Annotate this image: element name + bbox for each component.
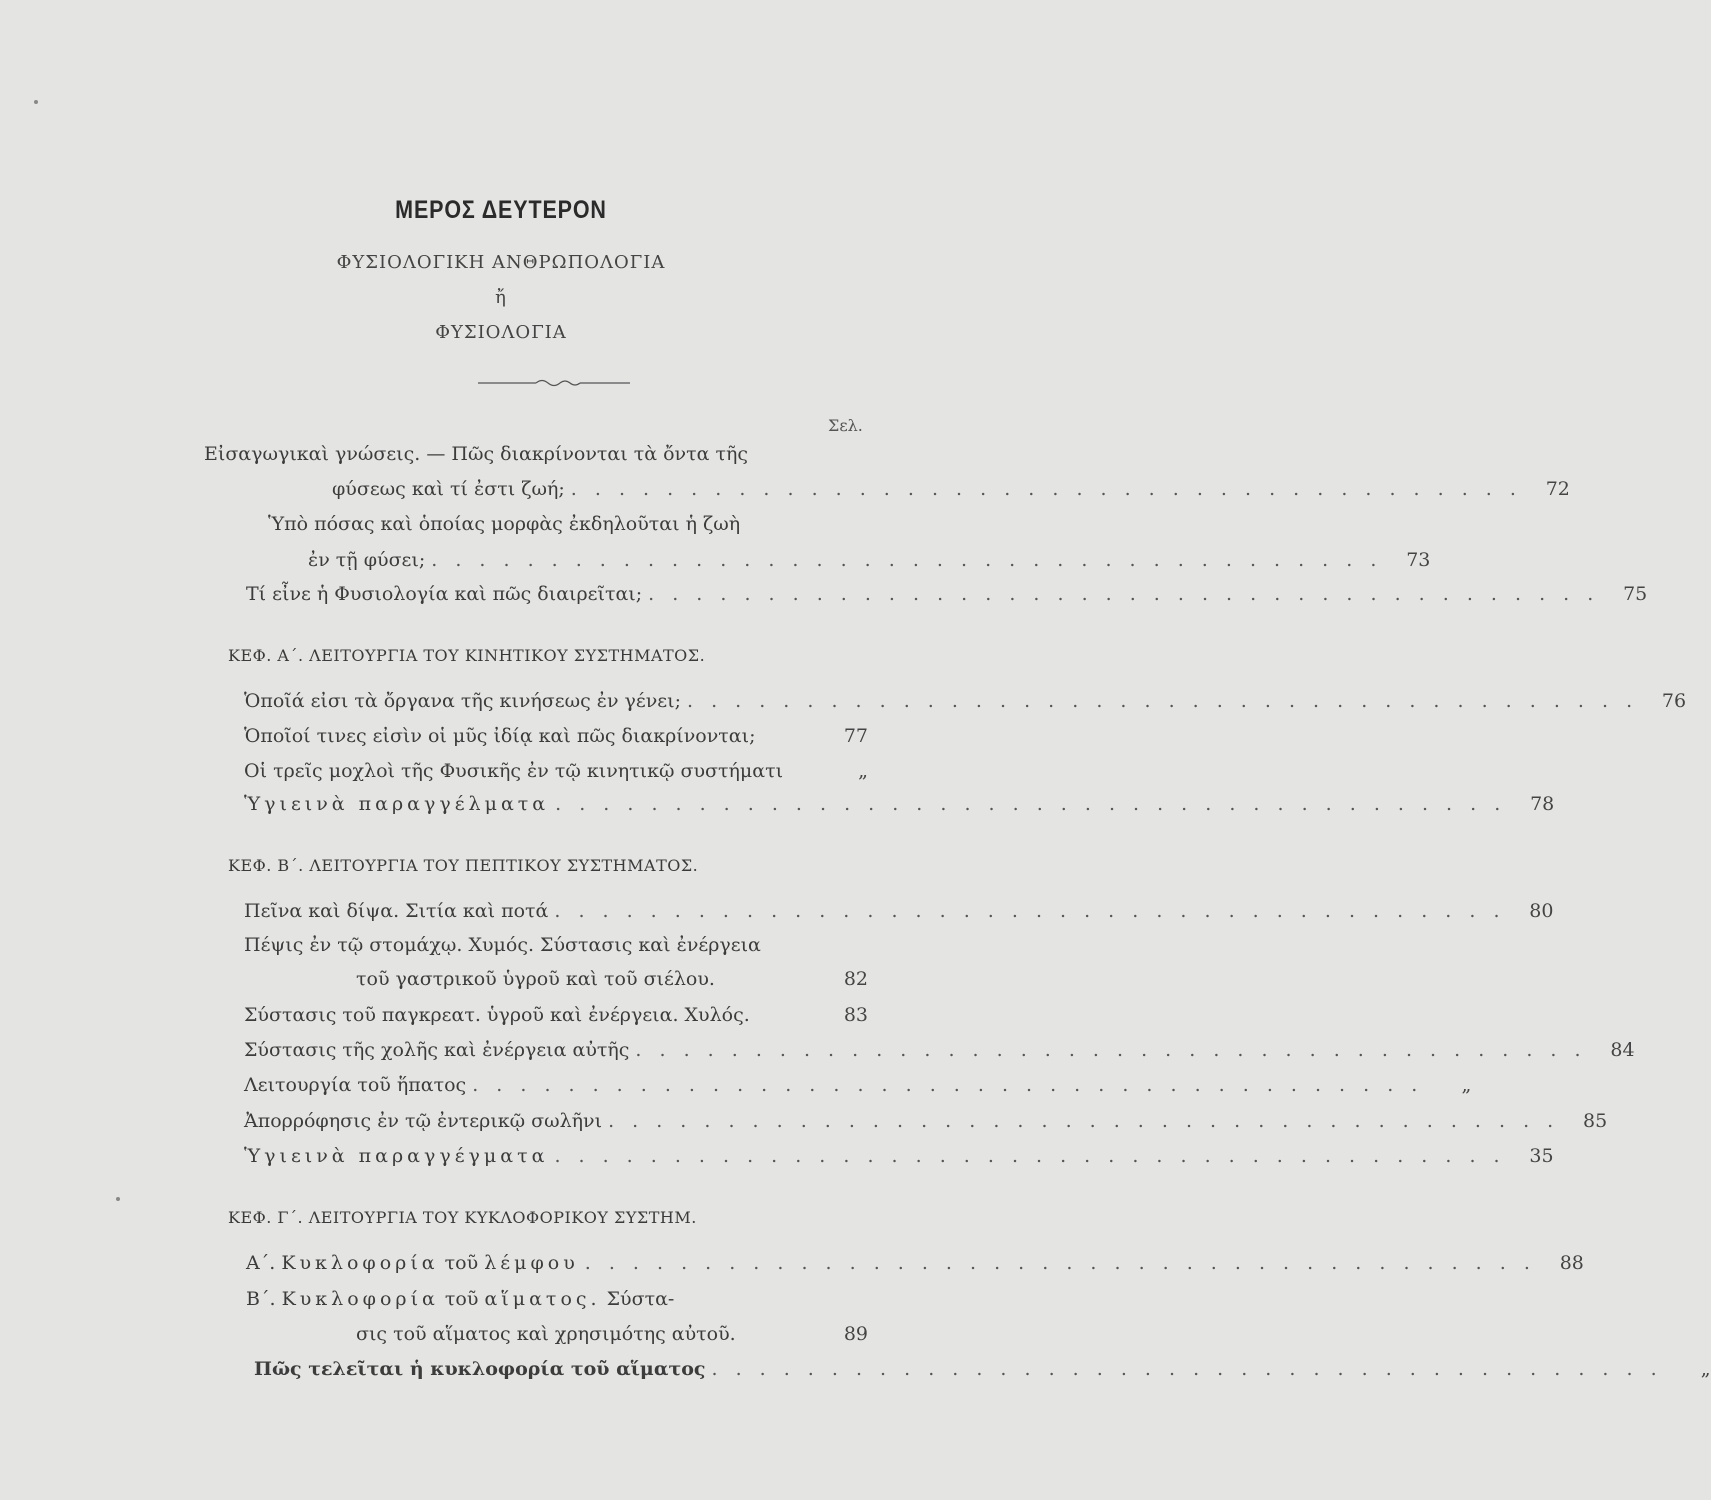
entry-spaced-word: Κυκλοφορία bbox=[281, 1252, 439, 1274]
page-number: 75 bbox=[1623, 583, 1648, 605]
entry-text: Ὑγιεινὰ παραγγέγματα bbox=[244, 1145, 549, 1167]
chapter-b-entry-7 bbox=[244, 1145, 1554, 1167]
chapter-b-entry-5 bbox=[244, 1074, 1472, 1096]
chapter-b-entry-4 bbox=[244, 1039, 1635, 1061]
entry-text: Πῶς τελεῖται ἡ κυκλοφορία τοῦ αἵματος bbox=[254, 1358, 706, 1380]
page-number: 83 bbox=[843, 1004, 868, 1026]
subtitle-or: ἤ bbox=[495, 287, 507, 308]
entry-text bbox=[246, 1252, 579, 1274]
entry-mid-word: τοῦ bbox=[444, 1288, 479, 1310]
entry-text: Σύστασις τῆς χολῆς καὶ ἐνέργεια αὐτῆς bbox=[244, 1039, 630, 1061]
entry-spaced-word: αἵματος. bbox=[484, 1288, 601, 1310]
intro-entry-2-line-1: Ὑπὸ πόσας καὶ ὁποίας μορφὰς ἐκδηλοῦται ἡ ζωὴ bbox=[268, 513, 741, 535]
chapter-c-entry-1 bbox=[246, 1252, 1584, 1274]
entry-text: Ἀπορρόφησις ἐν τῷ ἐντερικῷ σωλῆνι bbox=[244, 1110, 603, 1132]
leader-dots: . . . . . . . . . . . . . . . . . . . . . . . . . . . . . . . . . . . . . . . . bbox=[648, 583, 1600, 605]
entry-text: Οἱ τρεῖς μοχλοὶ τῆς Φυσικῆς ἐν τῷ κινητικῷ συστήματι bbox=[244, 760, 784, 782]
entry-mid-word: τοῦ bbox=[444, 1252, 479, 1274]
leader-dots: . . . . . . . . . . . . . . . . . . . . . . . . . . . . . . . . . . . . . . . . bbox=[431, 549, 1383, 571]
chapter-a-heading: ΚΕΦ. Α΄. ΛΕΙΤΟΥΡΓΙΑ ΤΟΥ ΚΙΝΗΤΙΚΟΥ ΣΥΣΤΗΜΑΤΟΣ. bbox=[228, 646, 706, 665]
chapter-b-entry-1 bbox=[244, 900, 1554, 922]
chapter-b-entry-3 bbox=[244, 1004, 868, 1026]
page-number: 89 bbox=[843, 1323, 868, 1345]
entry-spaced-word: λέμφου bbox=[484, 1252, 579, 1274]
page-number: 80 bbox=[1529, 900, 1554, 922]
intro-entry-3 bbox=[246, 583, 1648, 605]
chapter-b-entry-2-line-1: Πέψις ἐν τῷ στομάχῳ. Χυμός. Σύστασις καὶ ἐνέργεια bbox=[244, 934, 761, 956]
entry-text: Τί εἶνε ἡ Φυσιολογία καὶ πῶς διαιρεῖται; bbox=[246, 583, 643, 605]
chapter-c-heading: ΚΕΦ. Γ΄. ΛΕΙΤΟΥΡΓΙΑ ΤΟΥ ΚΥΚΛΟΦΟΡΙΚΟΥ ΣΥΣΤΗΜ. bbox=[228, 1208, 697, 1227]
chapter-b-heading: ΚΕΦ. Β΄. ΛΕΙΤΟΥΡΓΙΑ ΤΟΥ ΠΕΠΤΙΚΟΥ ΣΥΣΤΗΜΑΤΟΣ. bbox=[228, 856, 699, 875]
leader-dots: . . . . . . . . . . . . . . . . . . . . . . . . . . . . . . . . . . . . . . . . bbox=[570, 478, 1522, 500]
entry-text: Πεῖνα καὶ δίψα. Σιτία καὶ ποτά bbox=[244, 900, 549, 922]
page-number: 72 bbox=[1545, 478, 1570, 500]
paper-speck bbox=[34, 100, 38, 104]
entry-text: σις τοῦ αἵματος καὶ χρησιμότης αὐτοῦ. bbox=[356, 1323, 736, 1345]
section-prefix: Α΄. bbox=[246, 1252, 276, 1274]
leader-dots: . . . . . . . . . . . . . . . . . . . . . . . . . . . . . . . . . . . . . . . . bbox=[686, 690, 1639, 712]
chapter-c-entry-2-line-1 bbox=[246, 1288, 674, 1310]
leader-dots: . . . . . . . . . . . . . . . . . . . . . . . . . . . . . . . . . . . . . . . . bbox=[554, 1145, 1506, 1167]
page-number: „ bbox=[1700, 1358, 1711, 1380]
page-number: 84 bbox=[1610, 1039, 1635, 1061]
chapter-c-entry-2 bbox=[356, 1323, 868, 1345]
page-number: 78 bbox=[1530, 793, 1555, 815]
chapter-a-entry-3 bbox=[244, 760, 868, 782]
leader-dots: . . . . . . . . . . . . . . . . . . . . . . . . . . . . . . . . . . . . . . . . bbox=[472, 1074, 1424, 1096]
page-number: 76 bbox=[1661, 690, 1687, 712]
leader-dots: . . . . . . . . . . . . . . . . . . . . . . . . . . . . . . . . . . . . . . . . bbox=[555, 793, 1507, 815]
intro-entry-1 bbox=[332, 478, 1570, 500]
page-number: 85 bbox=[1583, 1110, 1608, 1132]
entry-text: Ὁποῖά εἰσι τὰ ὄργανα τῆς κινήσεως ἐν γένει; bbox=[244, 690, 681, 712]
page-number: „ bbox=[858, 760, 868, 782]
subtitle-physiology: ΦΥΣΙΟΛΟΓΙΑ bbox=[435, 322, 567, 343]
chapter-a-entry-2 bbox=[244, 725, 868, 747]
page-number: 77 bbox=[843, 725, 868, 747]
page-number: „ bbox=[1461, 1074, 1472, 1096]
leader-dots: . . . . . . . . . . . . . . . . . . . . . . . . . . . . . . . . . . . . . . . . bbox=[711, 1358, 1663, 1380]
entry-text: φύσεως καὶ τί ἐστι ζωή; bbox=[332, 478, 565, 500]
page-column-label: Σελ. bbox=[828, 416, 863, 435]
leader-dots: . . . . . . . . . . . . . . . . . . . . . . . . . . . . . . . . . . . . . . . . bbox=[554, 900, 1506, 922]
section-prefix: Β΄. bbox=[246, 1288, 276, 1310]
page-number: 35 bbox=[1529, 1145, 1554, 1167]
ornament-divider bbox=[478, 376, 630, 390]
chapter-c-entry-3 bbox=[254, 1358, 1711, 1380]
entry-text: Σύστασις τοῦ παγκρεατ. ὑγροῦ καὶ ἐνέργεια. Χυλός. bbox=[244, 1004, 750, 1026]
page-number: 82 bbox=[843, 968, 868, 990]
entry-tail: Σύστα- bbox=[606, 1288, 675, 1310]
entry-text: Ὑγιεινὰ παραγγέλματα bbox=[244, 793, 550, 815]
entry-text: Λειτουργία τοῦ ἥπατος bbox=[244, 1074, 467, 1096]
leader-dots: . . . . . . . . . . . . . . . . . . . . . . . . . . . . . . . . . . . . . . . . bbox=[608, 1110, 1560, 1132]
intro-entry-2 bbox=[308, 549, 1431, 571]
page-number: 88 bbox=[1559, 1252, 1584, 1274]
entry-text: τοῦ γαστρικοῦ ὑγροῦ καὶ τοῦ σιέλου. bbox=[356, 968, 715, 990]
paper-speck bbox=[116, 1197, 120, 1201]
chapter-b-entry-6 bbox=[244, 1110, 1608, 1132]
chapter-b-entry-2 bbox=[356, 968, 868, 990]
subtitle-anthropology: ΦΥΣΙΟΛΟΓΙΚΗ ΑΝΘΡΩΠΟΛΟΓΙΑ bbox=[336, 252, 666, 273]
chapter-a-entry-4 bbox=[244, 793, 1555, 815]
leader-dots: . . . . . . . . . . . . . . . . . . . . . . . . . . . . . . . . . . . . . . . . bbox=[635, 1039, 1587, 1061]
part-title: ΜΕΡΟΣ ΔΕΥΤΕΡΟΝ bbox=[395, 196, 607, 224]
leader-dots: . . . . . . . . . . . . . . . . . . . . . . . . . . . . . . . . . . . . . . . . bbox=[584, 1252, 1536, 1274]
entry-text: ἐν τῇ φύσει; bbox=[308, 549, 426, 571]
intro-entry-1-line-1: Εἰσαγωγικαὶ γνώσεις. — Πῶς διακρίνονται τὰ ὄντα τῆς bbox=[204, 443, 749, 465]
entry-text: Ὁποῖοί τινες εἰσὶν οἱ μῦς ἰδίᾳ καὶ πῶς διακρίνονται; bbox=[244, 725, 756, 747]
entry-spaced-word: Κυκλοφορία bbox=[281, 1288, 439, 1310]
chapter-a-entry-1 bbox=[244, 690, 1687, 712]
page-number: 73 bbox=[1406, 549, 1431, 571]
